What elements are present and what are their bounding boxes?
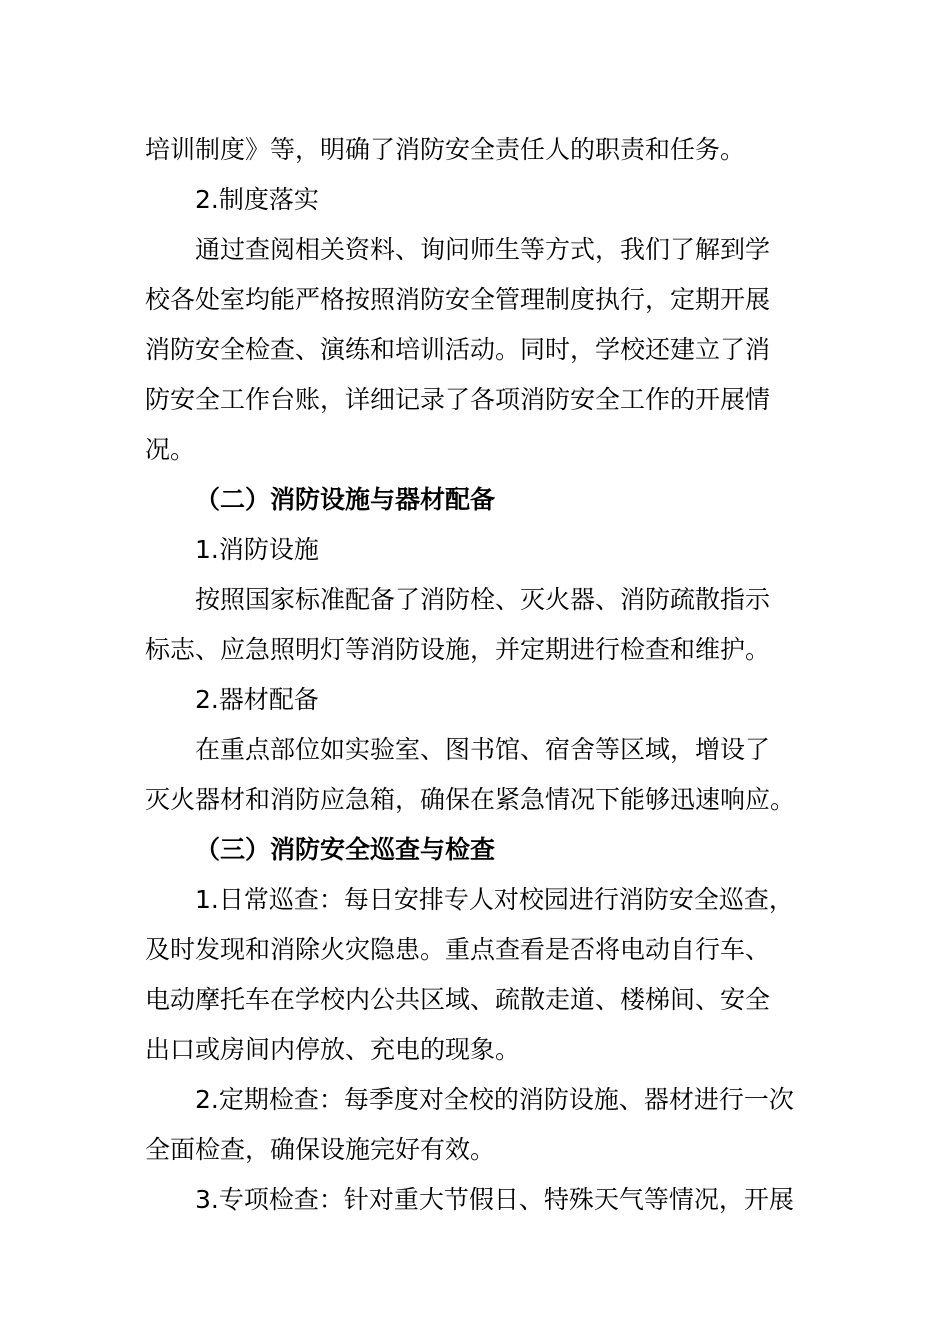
paragraph-line: 通过查阅相关资料、询问师生等方式，我们了解到学 <box>195 235 771 264</box>
paragraph-line: 按照国家标准配备了消防栓、灭火器、消防疏散指示 <box>195 585 771 614</box>
subsection-title-equipment: 2.器材配备 <box>195 685 319 714</box>
paragraph-line-special-check: 3.专项检查：针对重大节假日、特殊天气等情况，开展 <box>195 1185 794 1214</box>
subsection-title-system-implementation: 2.制度落实 <box>195 185 319 214</box>
paragraph-line: 防安全工作台账，详细记录了各项消防安全工作的开展情 <box>145 385 771 414</box>
paragraph-line: 况。 <box>145 435 196 464</box>
paragraph-line-daily-patrol: 1.日常巡查：每日安排专人对校园进行消防安全巡查， <box>195 885 794 914</box>
paragraph-line: 灭火器材和消防应急箱，确保在紧急情况下能够迅速响应。 <box>145 785 796 814</box>
paragraph-line: 出口或房间内停放、充电的现象。 <box>145 1035 521 1064</box>
paragraph-continuation-line: 培训制度》等，明确了消防安全责任人的职责和任务。 <box>145 135 746 164</box>
section-heading-facilities: （二）消防设施与器材配备 <box>195 485 496 514</box>
paragraph-line: 消防安全检查、演练和培训活动。同时，学校还建立了消 <box>145 335 771 364</box>
subsection-title-fire-facilities: 1.消防设施 <box>195 535 319 564</box>
paragraph-line: 校各处室均能严格按照消防安全管理制度执行，定期开展 <box>145 285 771 314</box>
paragraph-line: 及时发现和消除火灾隐患。重点查看是否将电动自行车、 <box>145 935 771 964</box>
section-heading-inspection: （三）消防安全巡查与检查 <box>195 835 496 864</box>
paragraph-line: 电动摩托车在学校内公共区域、疏散走道、楼梯间、安全 <box>145 985 771 1014</box>
paragraph-line-regular-check: 2.定期检查：每季度对全校的消防设施、器材进行一次 <box>195 1085 794 1114</box>
paragraph-line: 标志、应急照明灯等消防设施，并定期进行检查和维护。 <box>145 635 771 664</box>
paragraph-line: 全面检查，确保设施完好有效。 <box>145 1135 496 1164</box>
paragraph-line: 在重点部位如实验室、图书馆、宿舍等区域，增设了 <box>195 735 771 764</box>
